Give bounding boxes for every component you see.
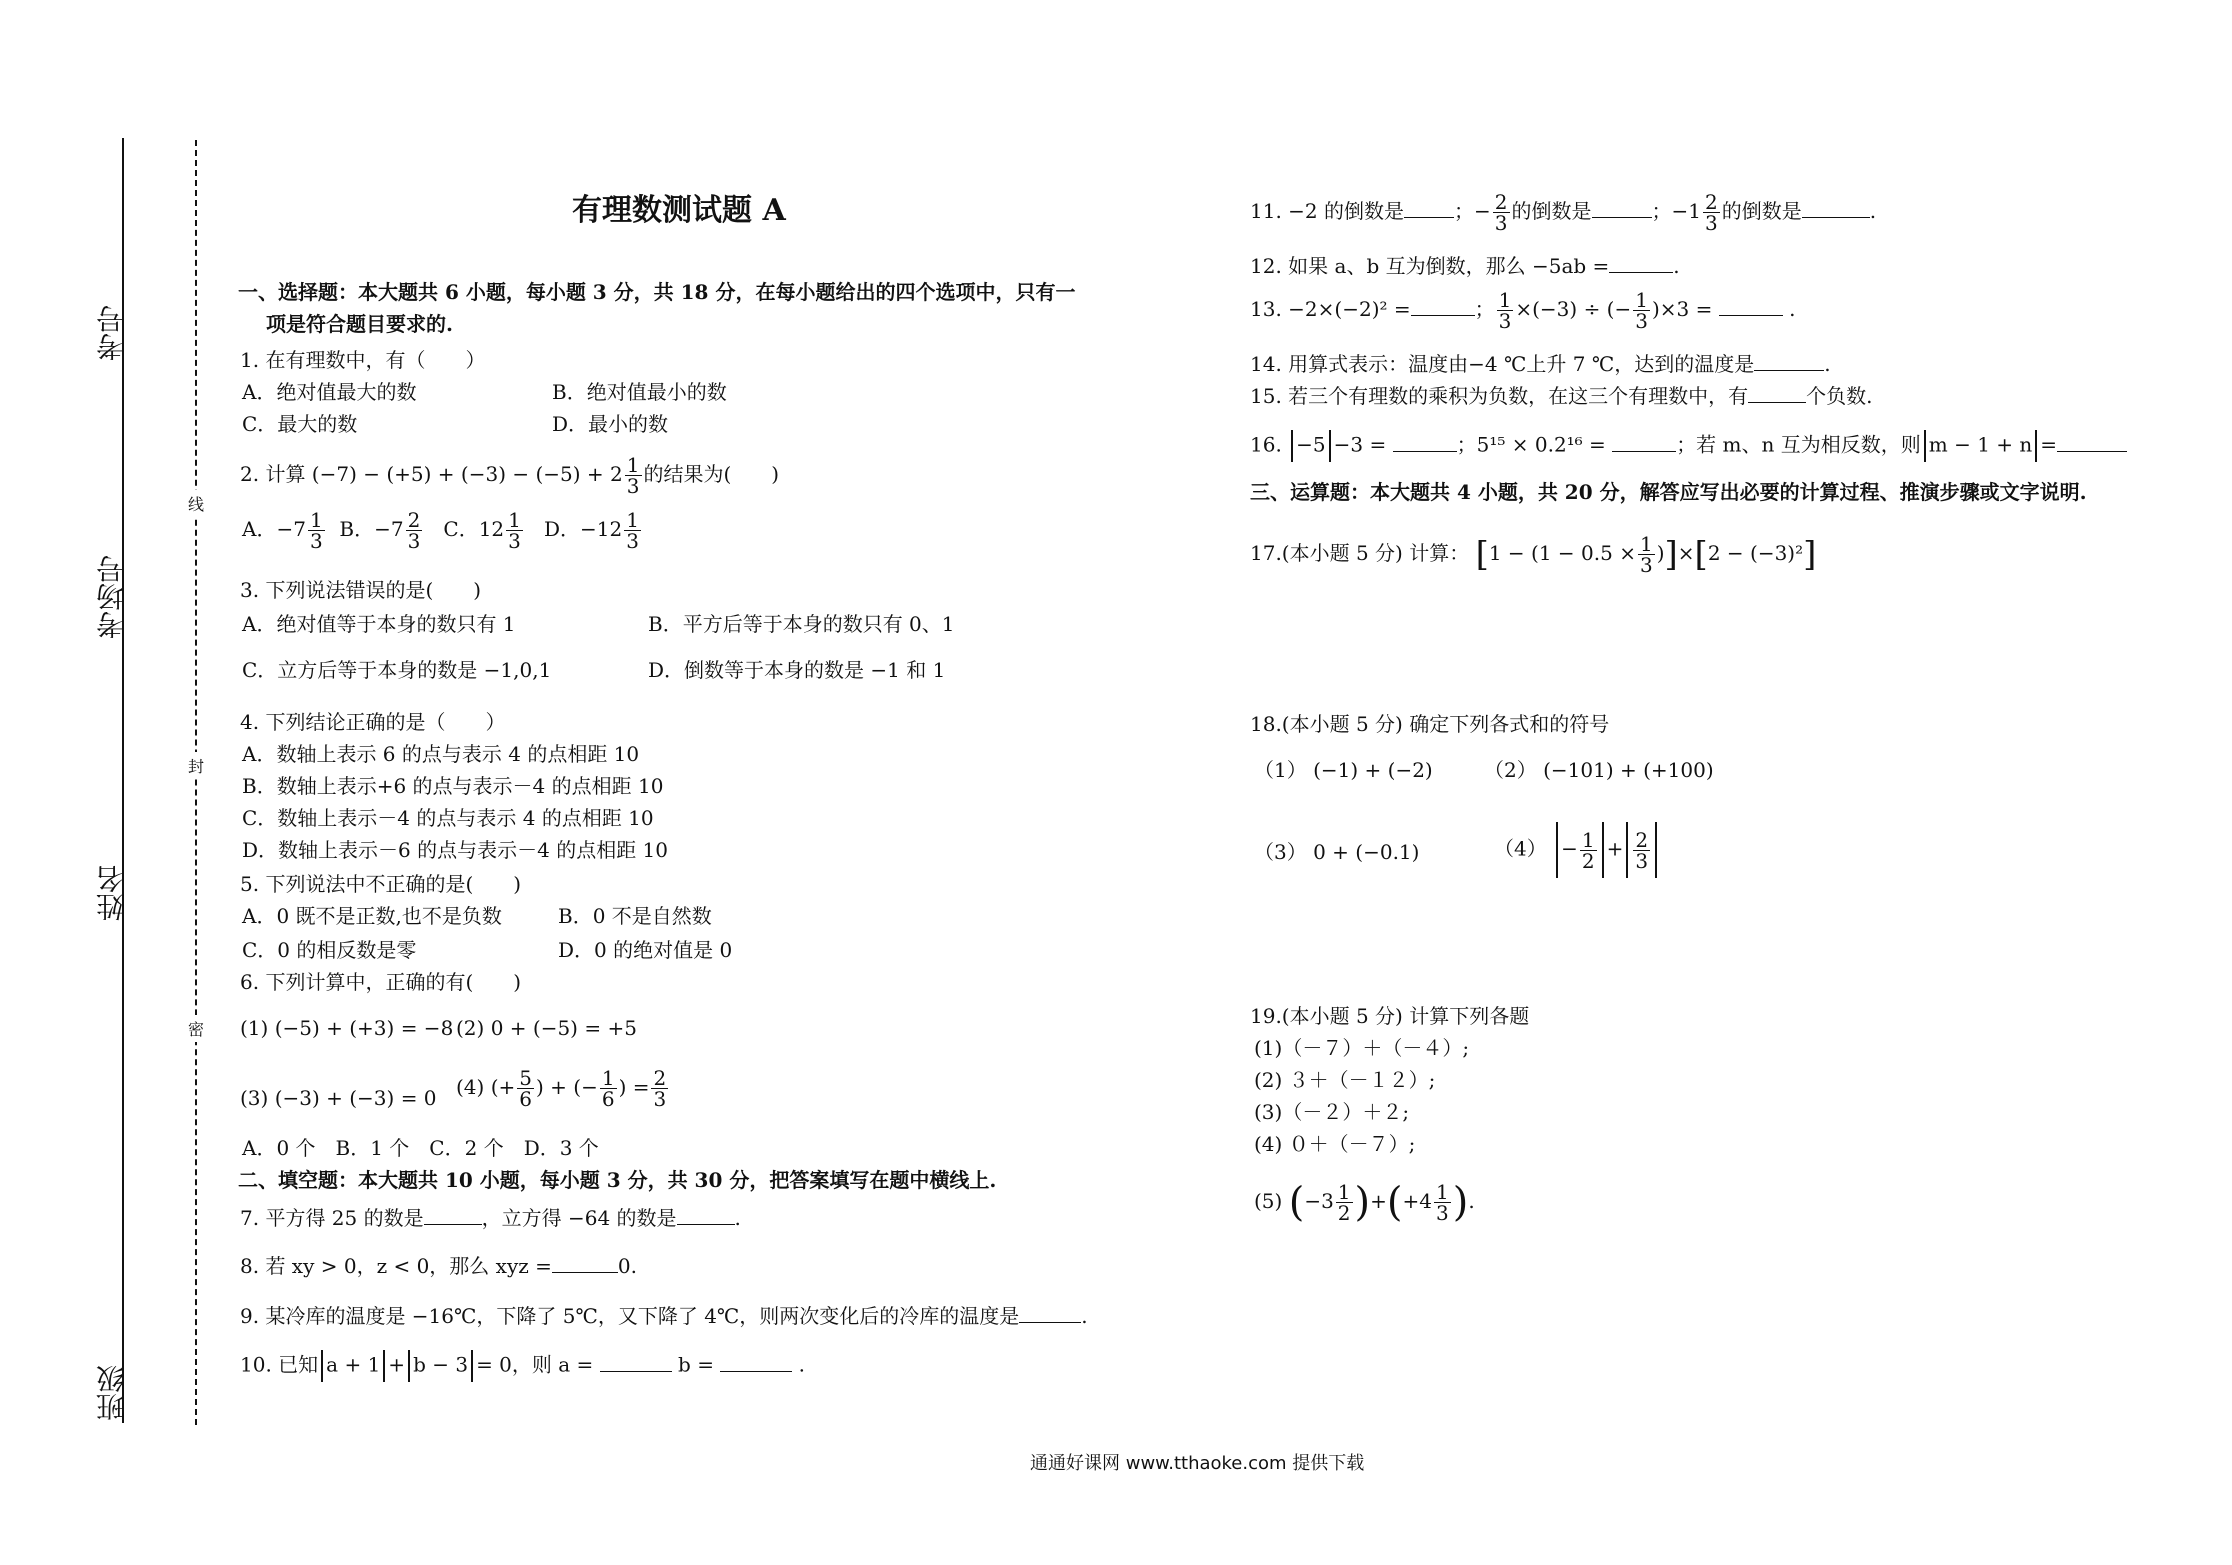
q15-text-a: 15. 若三个有理数的乘积为负数，在这三个有理数中，有 (1250, 384, 1749, 408)
q3-stem: 3. 下列说法错误的是( ) (240, 578, 482, 602)
q2-stem-text: 2. 计算 (−7) − (+5) + (−3) − (−5) + 2 (240, 462, 623, 486)
q6-expr-4 (456, 1068, 670, 1109)
label-name: 姓名 (95, 865, 128, 921)
q15-answer[interactable] (1748, 382, 1806, 403)
q4-stem: 4. 下列结论正确的是（ ） (240, 710, 506, 734)
q17-inner: 1 − (1 − 0.5 × (1488, 541, 1636, 565)
q14-text: 14. 用算式表示：温度由−4 ℃上升 7 ℃，达到的温度是 (1250, 352, 1755, 376)
q6-options: A．0 个 B．1 个 C．2 个 D．3 个 (242, 1136, 599, 1160)
q15-text-b: 个负数. (1806, 384, 1873, 408)
q2-option-c: C．12 (443, 517, 505, 541)
q17-text: 17.(本小题 5 分) 计算： (1250, 541, 1470, 565)
q10-text-e: = 0，则 a = (476, 1352, 594, 1377)
bracket-left-2: [ (1694, 534, 1708, 575)
q8-text-b: 0. (617, 1254, 637, 1278)
q19-part-5-plus: + (1370, 1189, 1387, 1213)
q9-text: 9. 某冷库的温度是 −16℃，下降了 5℃，又下降了 4℃，则两次变化后的冷库的温度是 (240, 1304, 1020, 1328)
q16-text-e: ；若 m、n 互为相反数，则 (1676, 432, 1921, 457)
q1-option-a: A．绝对值最大的数 (242, 380, 417, 404)
q11-text-d: ；−1 (1651, 199, 1701, 223)
q11: 11. −2 的倒数是 ；− $\frac{2}{3}$ 的倒数是 ；−1 $\frac{2}{3}$ 的倒数是 . (1250, 190, 1877, 235)
q6-expr-4-post: ) = (618, 1075, 650, 1099)
q19-part-2: (2) ３＋（－１２）; (1254, 1068, 1436, 1092)
q17-times: × (1677, 541, 1695, 565)
fraction: $\frac{1}{2}$ (1581, 827, 1595, 873)
q12-text: 12. 如果 a、b 互为倒数，那么 −5ab = (1250, 254, 1610, 278)
q11-answer-2[interactable] (1592, 197, 1652, 218)
q3-option-d: D．倒数等于本身的数是 −1 和 1 (648, 658, 946, 682)
q2-stem-tail: 的结果为( ) (643, 462, 780, 486)
q10-abs-1: a + 1 (326, 1352, 381, 1377)
q5-option-a: A．0 既不是正数,也不是负数 (242, 904, 502, 928)
q1-option-b: B．绝对值最小的数 (552, 380, 727, 404)
q10-text-a: 10. 已知 (240, 1352, 319, 1377)
q11-text-a: 11. −2 的倒数是 (1250, 199, 1405, 223)
fraction: $\frac{2}{3}$ (1705, 190, 1718, 235)
fraction: $\frac{1}{3}$ (309, 508, 323, 553)
q18-part-1: （1） (−1) + (−2) (1254, 758, 1433, 782)
q4-option-a: A．数轴上表示 6 的点与表示 4 的点相距 10 (242, 742, 640, 766)
q5-stem: 5. 下列说法中不正确的是( ) (240, 872, 522, 896)
q14-answer[interactable] (1754, 350, 1824, 371)
section1-heading: 一、选择题：本大题共 6 小题，每小题 3 分，共 18 分，在每小题给出的四个选项中，只有一 (238, 280, 1076, 304)
q10-abs-2: b − 3 (413, 1352, 469, 1377)
q14: 14. 用算式表示：温度由−4 ℃上升 7 ℃，达到的温度是 . (1250, 352, 1831, 376)
q11-text-b: ；− (1454, 199, 1491, 223)
q6-expr-1: (1) (−5) + (+3) = −8 (240, 1016, 454, 1040)
q13: 13. −2×(−2)² = ； $\frac{1}{3}$ ×(−3) ÷ (− $\frac{1}{3}$ )×3 = . (1250, 288, 1796, 333)
q19-part-5-label: (5) (1254, 1189, 1283, 1213)
q11-answer-1[interactable] (1404, 197, 1454, 218)
q10: 10. 已知 a + 1 + b − 3 = 0，则 a = b = . (240, 1350, 805, 1382)
q16-text-c: −3 = (1333, 432, 1387, 457)
q15 (1250, 382, 1873, 406)
fraction: $\frac{1}{6}$ (601, 1066, 615, 1111)
seal-char-seal: 封 (188, 752, 204, 779)
q7-answer-1[interactable] (424, 1204, 482, 1225)
q13-answer-2[interactable] (1719, 295, 1783, 316)
q13-text-b: ； (1474, 297, 1495, 321)
q5-option-c: C．0 的相反数是零 (242, 938, 417, 962)
fraction: $\frac{1}{3}$ (1635, 288, 1648, 333)
fraction: $\frac{2}{3}$ (653, 1066, 667, 1111)
q19-part-5-period: . (1468, 1189, 1475, 1213)
q16-answer-2[interactable] (1612, 431, 1676, 452)
fraction: $\frac{2}{3}$ (407, 508, 421, 553)
seal-char-secret: 密 (188, 1015, 204, 1042)
bracket-right: ] (1664, 534, 1678, 575)
q17-close-paren: ) (1656, 541, 1665, 565)
q2-option-d: D．−12 (543, 517, 623, 541)
q16-answer-3[interactable] (2057, 431, 2127, 452)
page-title: 有理数测试题 A (572, 193, 786, 228)
q2-stem (240, 455, 779, 496)
section3-heading: 三、运算题：本大题共 4 小题，共 20 分，解答应写出必要的计算过程、推演步骤或文字说明. (1250, 480, 2087, 504)
q7-answer-2[interactable] (677, 1204, 735, 1225)
q4-option-d: D．数轴上表示－6 的点与表示－4 的点相距 10 (242, 838, 669, 862)
fraction: $\frac{1}{3}$ (1639, 532, 1653, 577)
section2-heading: 二、填空题：本大题共 10 小题，每小题 3 分，共 30 分，把答案填写在题中横线上. (238, 1168, 997, 1192)
q18-part-4-plus: + (1606, 836, 1624, 861)
q2-options (242, 510, 643, 551)
q3-option-a: A．绝对值等于本身的数只有 1 (242, 612, 516, 636)
q3-option-b: B．平方后等于本身的数只有 0、1 (648, 612, 955, 636)
q16-abs: −5 (1296, 432, 1326, 457)
q11-text-e: 的倒数是 (1721, 199, 1802, 223)
bracket-right-2: ] (1803, 534, 1817, 575)
fraction: $\frac{5}{6}$ (519, 1066, 532, 1111)
fraction: $\frac{1}{3}$ (1436, 1180, 1449, 1225)
q7-text-b: ，立方得 −64 的数是 (481, 1206, 677, 1230)
q16-text-d: ；5¹⁵ × 0.2¹⁶ = (1456, 432, 1606, 457)
q11-answer-3[interactable] (1802, 197, 1870, 218)
q8-answer[interactable] (552, 1252, 618, 1273)
q13-text-a: 13. −2×(−2)² = (1250, 297, 1411, 321)
q19-part-5-term-2: +4 (1402, 1189, 1432, 1213)
q11-text-c: 的倒数是 (1511, 199, 1592, 223)
q19-part-5-term-1: −3 (1304, 1189, 1334, 1213)
q12: 12. 如果 a、b 互为倒数，那么 −5ab = . (1250, 254, 1680, 278)
q10-text-f: b = (678, 1352, 714, 1377)
q18-part-2: （2） (−101) + (+100) (1484, 758, 1714, 782)
seal-char-line: 线 (188, 490, 204, 517)
q10-answer-b[interactable] (720, 1351, 792, 1372)
q19: 19.(本小题 5 分) 计算下列各题 (1250, 1004, 1530, 1028)
q1-option-c: C．最大的数 (242, 412, 358, 436)
fraction: $\frac{2}{3}$ (1494, 190, 1508, 235)
q1-option-d: D．最小的数 (552, 412, 669, 436)
seal-dashed-line (195, 140, 197, 1425)
label-exam-room: 考场号 (95, 555, 128, 639)
q5-option-d: D．0 的绝对值是 0 (558, 938, 733, 962)
q12-answer[interactable] (1609, 252, 1673, 273)
q16 (1250, 430, 2127, 462)
fraction: $\frac{1}{3}$ (508, 508, 521, 553)
q8 (240, 1252, 637, 1276)
q7: 7. 平方得 25 的数是 ，立方得 −64 的数是 . (240, 1206, 741, 1230)
label-class: 班级 (95, 1365, 128, 1421)
q6-expr-3: (3) (−3) + (−3) = 0 (240, 1086, 437, 1110)
q18: 18.(本小题 5 分) 确定下列各式和的符号 (1250, 712, 1610, 736)
q8-text-a: 8. 若 xy > 0，z < 0，那么 xyz = (240, 1254, 552, 1278)
q13-text-d: )×3 = (1651, 297, 1713, 321)
q13-answer-1[interactable] (1411, 295, 1475, 316)
q16-label: 16. (1250, 432, 1282, 457)
fraction: $\frac{1}{3}$ (626, 508, 639, 553)
q18-part-3: （3） 0 + (−0.1) (1254, 840, 1420, 864)
q9: 9. 某冷库的温度是 −16℃，下降了 5℃，又下降了 4℃，则两次变化后的冷库的温度是 . (240, 1304, 1088, 1328)
q17 (1250, 534, 1816, 575)
section1-heading-cont: 项是符合题目要求的. (266, 312, 453, 336)
q2-option-a: A．−7 (242, 517, 306, 541)
q18-part-4-label: （4） (1494, 836, 1547, 861)
q4-option-b: B．数轴上表示+6 的点与表示－4 的点相距 10 (242, 774, 664, 798)
fraction: $\frac{1}{2}$ (1337, 1180, 1351, 1225)
q5-option-b: B．0 不是自然数 (558, 904, 712, 928)
q17-inner-2: 2 − (−3)² (1707, 541, 1804, 565)
q3-option-c: C．立方后等于本身的数是 −1,0,1 (242, 658, 552, 682)
q13-text-c: ×(−3) ÷ (− (1515, 297, 1632, 321)
q19-part-5: (5) (−3 $\frac{1}{2}$ )+(+4 $\frac{1}{3}$ ). (1254, 1179, 1475, 1226)
fraction: $\frac{1}{3}$ (1498, 288, 1512, 333)
q6-expr-4-mid: ) + (− (535, 1075, 598, 1099)
q6-expr-4-pre: (4) (+ (456, 1075, 516, 1099)
q19-part-3: (3)（－２）＋２; (1254, 1100, 1410, 1124)
q7-text-a: 7. 平方得 25 的数是 (240, 1206, 424, 1230)
q1-stem: 1. 在有理数中，有（ ） (240, 348, 486, 372)
q19-part-4: (4) ０＋（－７）; (1254, 1132, 1416, 1156)
q10-plus: + (388, 1352, 406, 1377)
q4-option-c: C．数轴上表示－4 的点与表示 4 的点相距 10 (242, 806, 654, 830)
q6-stem: 6. 下列计算中，正确的有( ) (240, 970, 522, 994)
q16-answer-1[interactable] (1393, 431, 1457, 452)
fraction: $\frac{1}{3}$ (626, 453, 640, 498)
q10-answer-a[interactable] (600, 1351, 672, 1372)
q2-option-b: B．−7 (339, 517, 404, 541)
label-exam-number: 考号 (95, 305, 128, 361)
q16-abs-2: m − 1 + n (1928, 432, 2033, 457)
fill-line-exam-number[interactable] (120, 140, 122, 305)
bracket-left: [ (1475, 534, 1489, 575)
q6-expr-2: (2) 0 + (−5) = +5 (456, 1016, 637, 1040)
footer-credit: 通通好课网 www.tthaoke.com 提供下载 (1030, 1453, 1365, 1474)
q9-answer[interactable] (1019, 1302, 1081, 1323)
q19-part-1: (1)（－７）＋（－４）; (1254, 1036, 1470, 1060)
q16-eq: = (2040, 432, 2058, 457)
fraction: $\frac{2}{3}$ (1635, 827, 1649, 873)
q18-part-4: （4） − $\frac{1}{2}$ + $\frac{2}{3}$ (1494, 822, 1660, 878)
